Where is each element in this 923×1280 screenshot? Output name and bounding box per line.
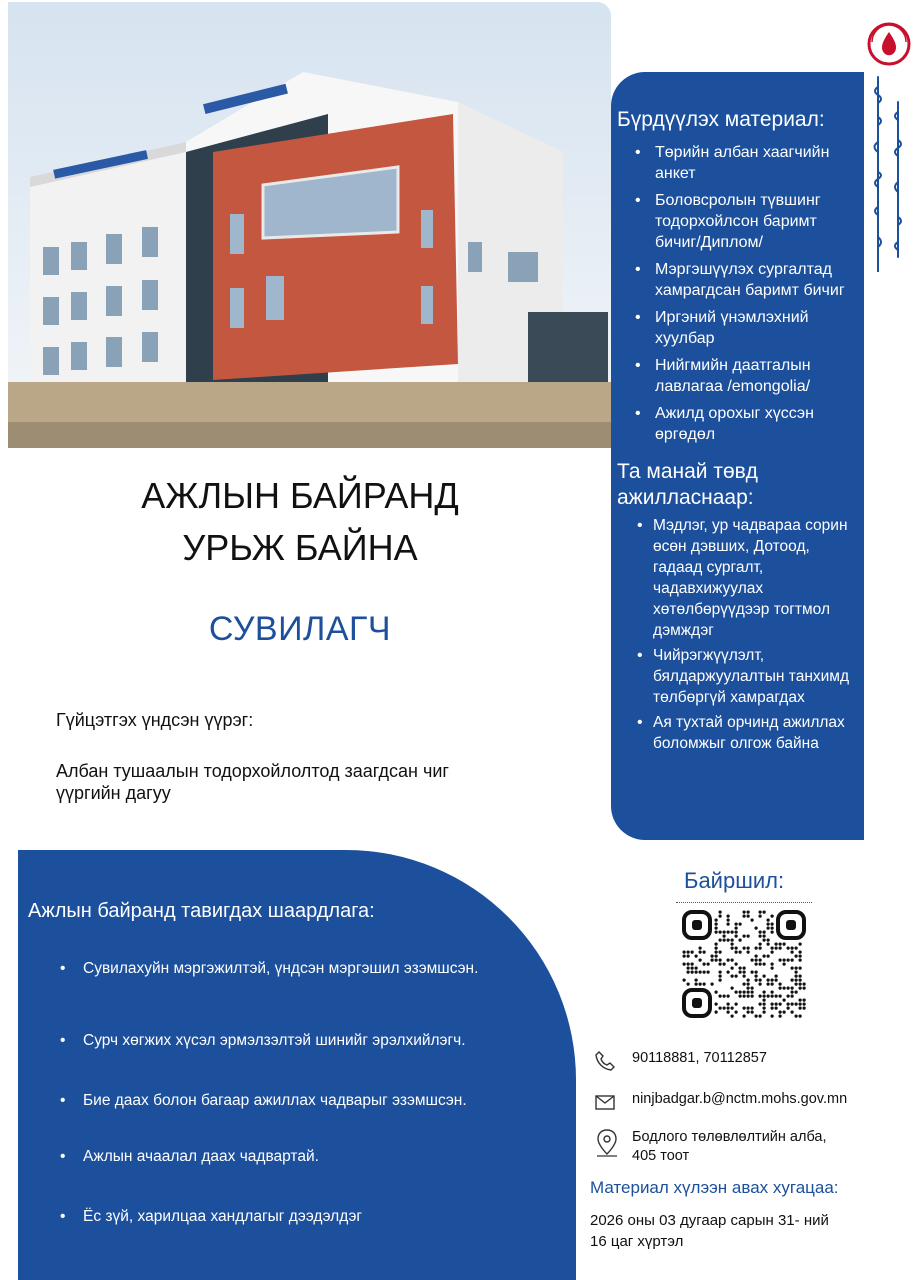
list-item: • Сувилахуйн мэргэжилтэй, үндсэн мэргэшил эзэмшсэн. <box>28 959 528 1031</box>
list-item: • Ажлын ачаалал даах чадвартай. <box>28 1147 528 1207</box>
list-item: • Сурч хөгжих хүсэл эрмэлзэлтэй шинийг эрэлхийлэгч. <box>28 1031 528 1091</box>
headline-line-2: УРЬЖ БАЙНА <box>182 527 418 568</box>
office-line-1: Бодлого төлөвлөлтийн алба, <box>632 1129 827 1145</box>
list-item: • Боловсролын түвшинг тодорхойлсон баримт бичиг/Диплом/ <box>617 190 858 253</box>
list-item: • Чийрэгжүүлэлт, бялдаржуулалтын танхимд төлбөргүй хамрагдах <box>617 645 858 708</box>
list-item: • Ёс зүй, харилцаа хандлагыг дээдэлдэг <box>28 1207 528 1227</box>
list-item: • Иргэний үнэмлэхний хуулбар <box>617 307 858 349</box>
materials-panel <box>611 72 864 840</box>
deadline-label: Материал хүлээн авах хугацаа: <box>590 1178 839 1197</box>
list-item: • Ажилд орохыг хүссэн өргөдөл <box>617 403 858 445</box>
phone-icon <box>594 1050 620 1072</box>
list-item: • Ая тухтай орчинд ажиллах боломжыг олгож байна <box>617 712 858 754</box>
email-address[interactable]: ninjbadgar.b@nctm.mohs.gov.mn <box>632 1091 848 1107</box>
duty-label: Гүйцэтгэх үндсэн үүрэг: <box>56 710 254 730</box>
deadline-line-2: 16 цаг хүртэл <box>590 1233 684 1250</box>
benefits-title: Та манай төвд ажилласнаар: <box>617 460 758 509</box>
list-item: • Нийгмийн даатгалын лавлагаа /emongolia/ <box>617 355 858 397</box>
requirements-panel <box>18 850 576 1280</box>
mail-icon <box>594 1091 620 1113</box>
headline-line-1: АЖЛЫН БАЙРАНД <box>141 475 459 516</box>
contact-office <box>594 1128 914 1166</box>
building-photo <box>8 2 611 448</box>
position-title: СУВИЛАГЧ <box>208 610 392 648</box>
contact-email <box>594 1091 914 1113</box>
materials-list <box>617 142 858 445</box>
headline <box>60 470 540 574</box>
list-item: • Мэргэшүүлэх сургалтад хамрагдсан баримт бичиг <box>617 259 858 301</box>
phone-numbers: 90118881, 70112857 <box>632 1050 767 1066</box>
office-line-2: 405 тоот <box>632 1148 690 1164</box>
location-title: Байршил: <box>684 868 785 893</box>
contact-phone <box>594 1050 914 1072</box>
divider <box>676 902 812 903</box>
location-pin-icon <box>594 1128 620 1150</box>
deadline-line-1: 2026 оны 03 дугаар сарын 31- ний <box>590 1212 829 1229</box>
duty-text: Албан тушаалын тодорхойлолтод заагдсан чиг үүргийн дагуу <box>56 761 449 803</box>
list-item: • Төрийн албан хаагчийн анкет <box>617 142 858 184</box>
organization-logo <box>862 22 916 272</box>
list-item: • Бие даах болон багаар ажиллах чадварыг эзэмшсэн. <box>28 1091 528 1147</box>
list-item: • Мэдлэг, ур чадвараа сорин өсөн дэвших, Дотоод, гадаад сургалт, чадавхижуулах хөтөлбөрүүдээр тогтмол дэмждэг <box>617 515 858 641</box>
deadline-text <box>590 1210 910 1252</box>
requirements-title: Ажлын байранд тавигдах шаардлага: <box>28 900 375 922</box>
qr-code[interactable] <box>682 910 806 1018</box>
benefits-list <box>617 515 858 754</box>
requirements-list <box>28 959 576 1227</box>
materials-title: Бүрдүүлэх материал: <box>617 108 825 131</box>
